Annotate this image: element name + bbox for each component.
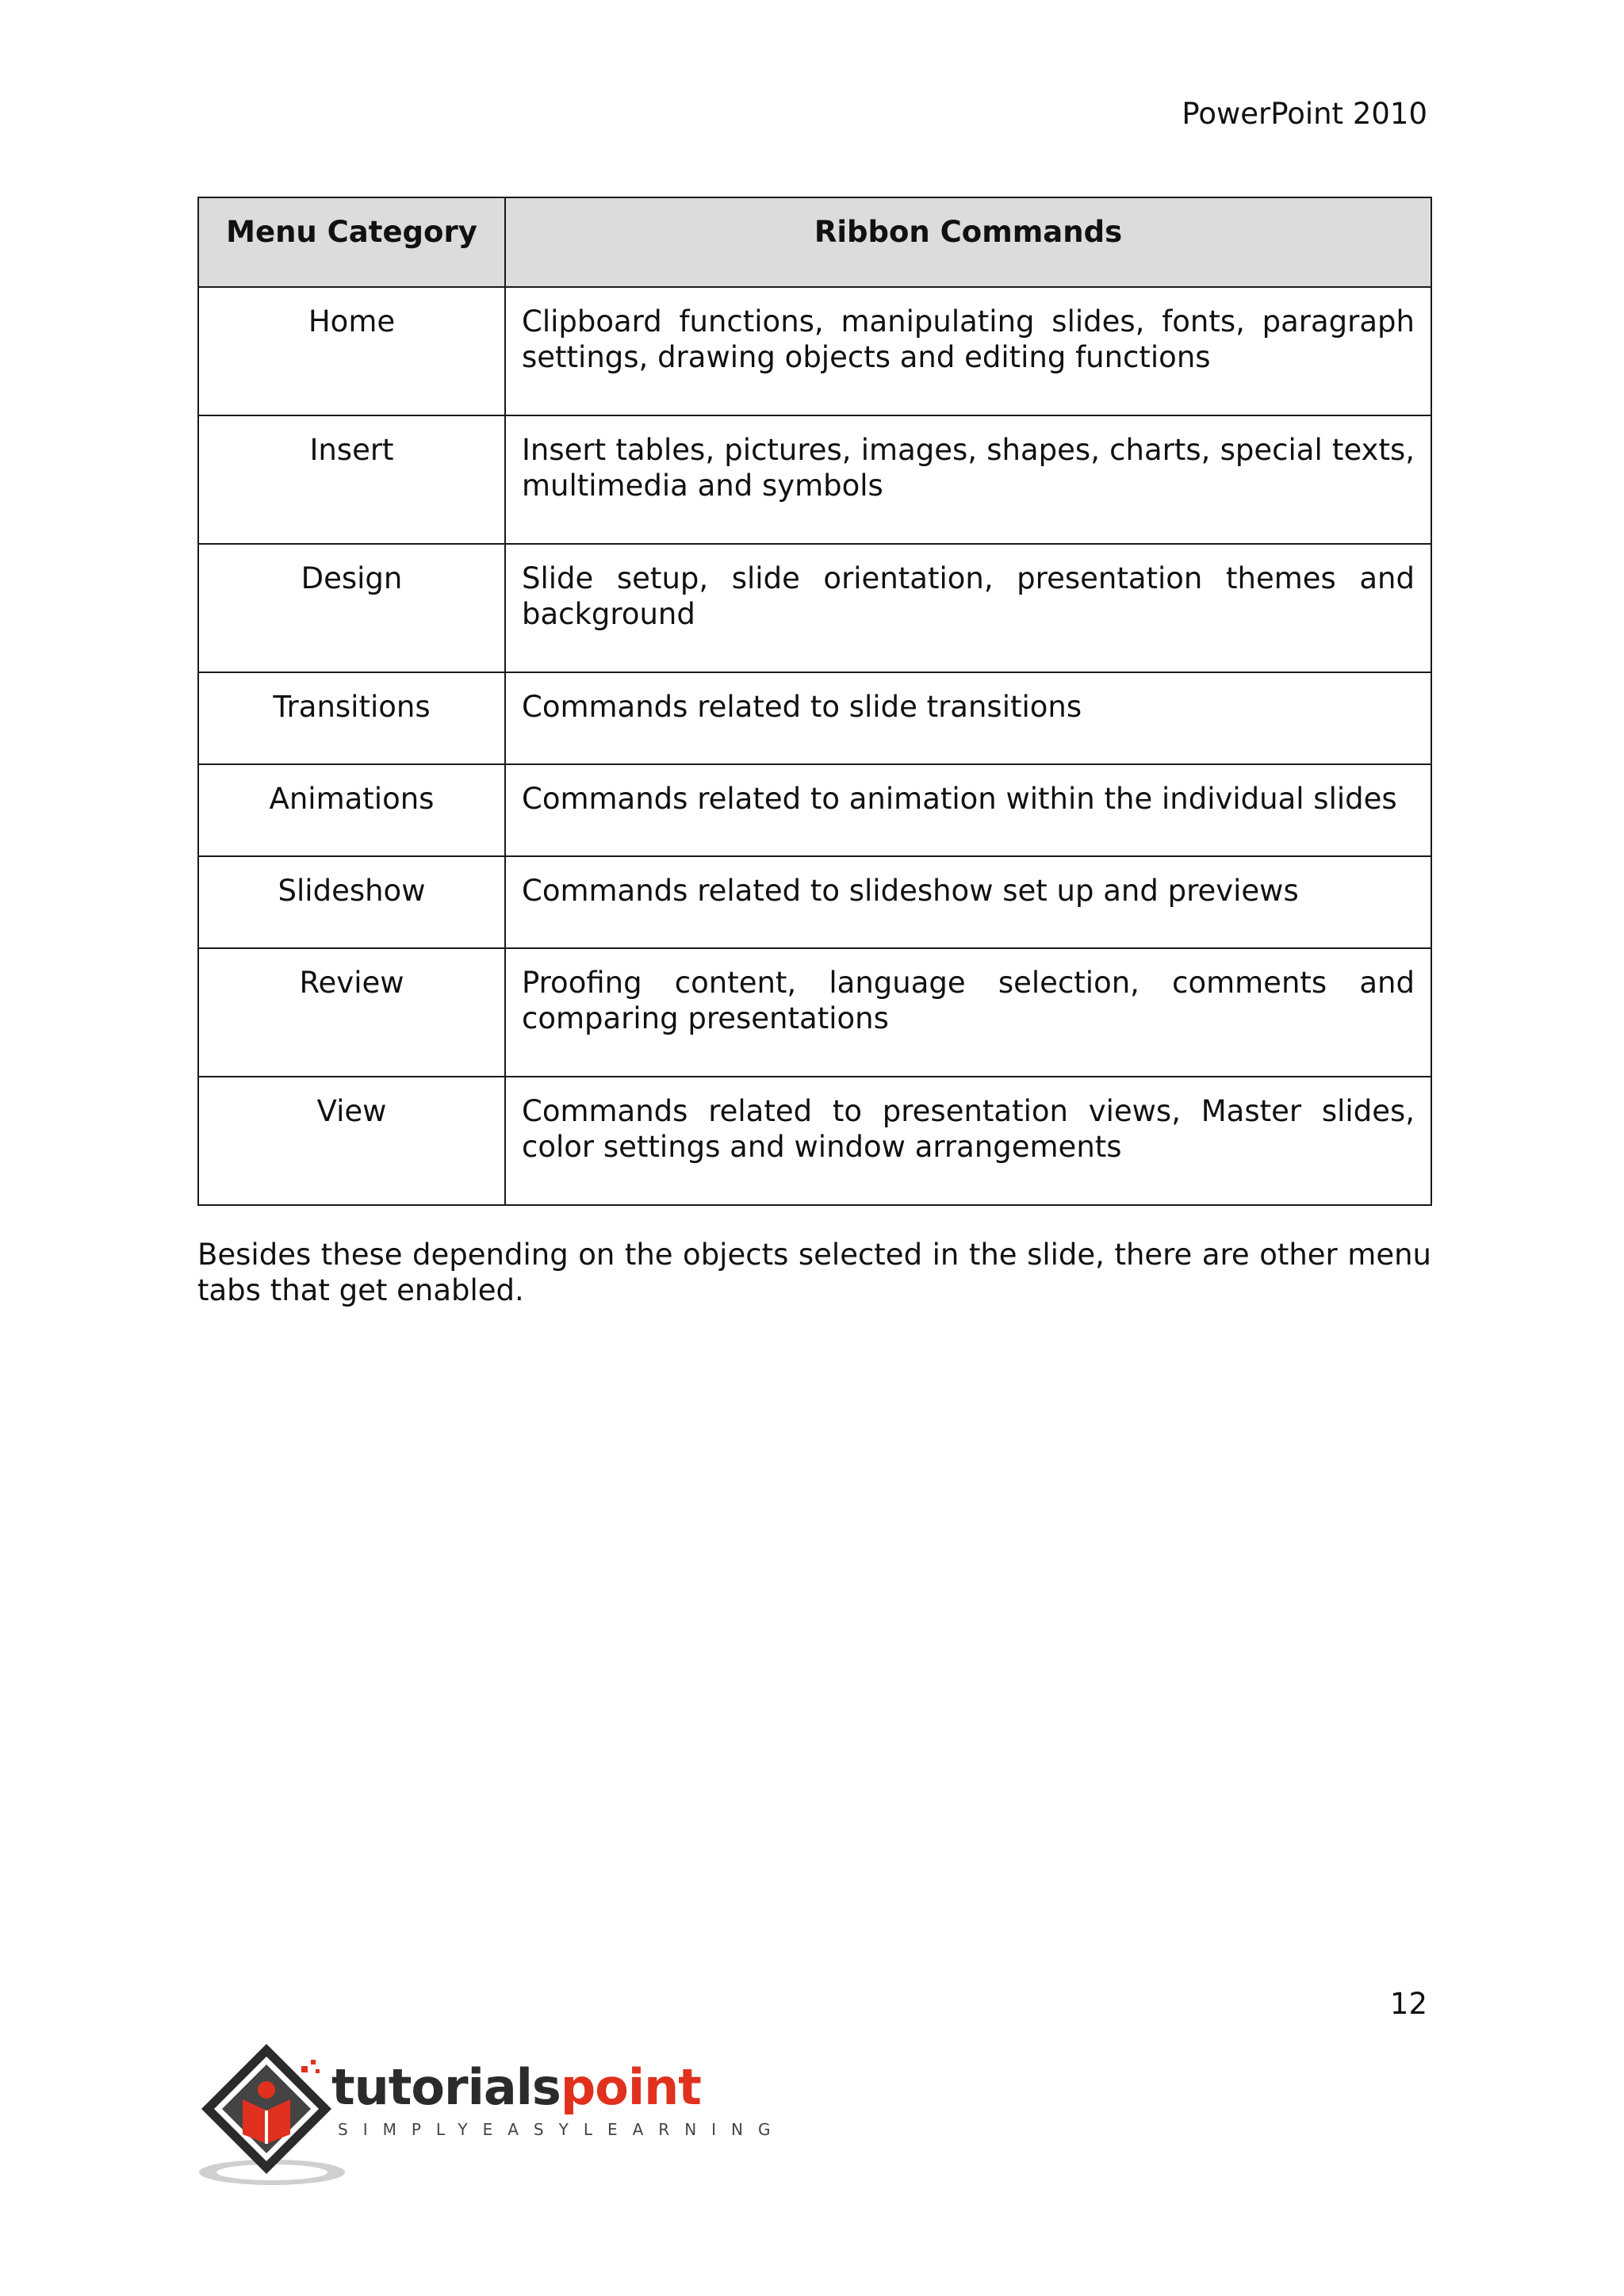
cell-commands: Proofing content, language selection, comments and comparing presentations <box>505 948 1431 1077</box>
table-row <box>198 948 1431 1077</box>
table-row <box>198 764 1431 856</box>
cell-category: Transitions <box>198 672 505 764</box>
column-header-ribbon-commands: Ribbon Commands <box>505 197 1431 287</box>
cell-category: Slideshow <box>198 856 505 948</box>
table-row <box>198 287 1431 415</box>
table-header-row <box>198 197 1431 287</box>
cell-category: Insert <box>198 415 505 544</box>
table-row <box>198 1077 1431 1205</box>
ribbon-commands-table <box>197 197 1432 1206</box>
table-row <box>198 544 1431 672</box>
cell-category: Design <box>198 544 505 672</box>
page-number: 12 <box>1389 1987 1427 2021</box>
cell-commands: Commands related to animation within the individual slides <box>505 764 1431 856</box>
cell-commands: Commands related to presentation views, Master slides, color settings and window arrangements <box>505 1077 1431 1205</box>
tutorialspoint-logo <box>197 2038 786 2188</box>
logo-wordmark <box>331 2060 701 2115</box>
logo-tagline: SIMPLYEASYLEARNING <box>338 2120 786 2139</box>
page-header-title: PowerPoint 2010 <box>1182 97 1427 131</box>
cell-commands: Commands related to slide transitions <box>505 672 1431 764</box>
cell-commands: Insert tables, pictures, images, shapes, charts, special texts, multimedia and symbols <box>505 415 1431 544</box>
cell-commands: Slide setup, slide orientation, presentation themes and background <box>505 544 1431 672</box>
cell-commands: Clipboard functions, manipulating slides, fonts, paragraph settings, drawing objects and editing functions <box>505 287 1431 415</box>
column-header-menu-category: Menu Category <box>198 197 505 287</box>
table-row <box>198 856 1431 948</box>
logo-word-tutorials: tutorials <box>331 2058 561 2116</box>
cell-category: View <box>198 1077 505 1205</box>
body-paragraph: Besides these depending on the objects selected in the slide, there are other menu tabs that get enabled. <box>197 1238 1431 1307</box>
cell-commands: Commands related to slideshow set up and previews <box>505 856 1431 948</box>
logo-word-point: point <box>560 2058 701 2116</box>
table-row <box>198 672 1431 764</box>
cell-category: Review <box>198 948 505 1077</box>
cell-category: Home <box>198 287 505 415</box>
table-row <box>198 415 1431 544</box>
cell-category: Animations <box>198 764 505 856</box>
